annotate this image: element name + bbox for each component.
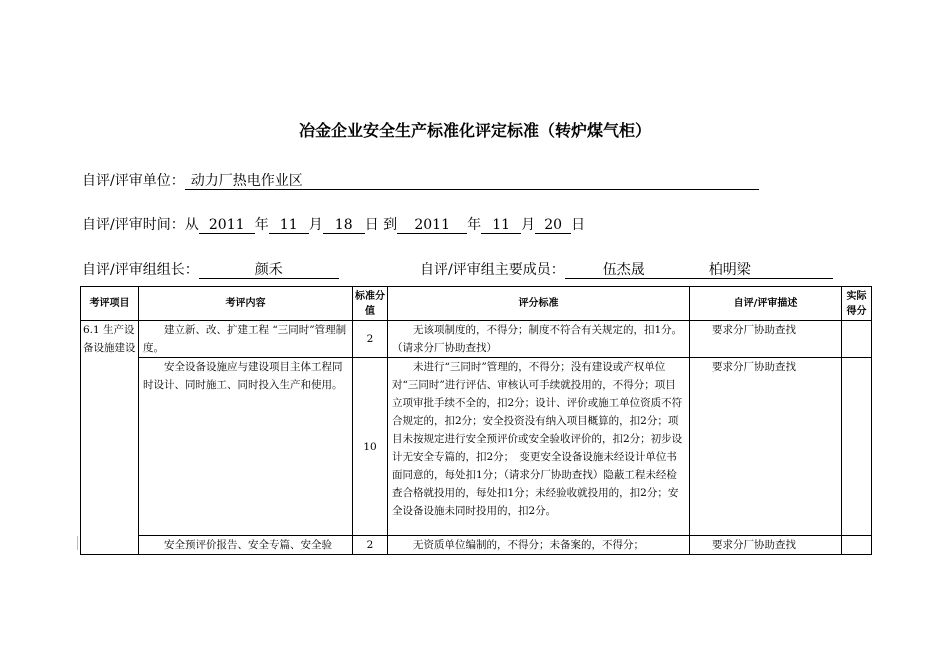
table-row: [81, 536, 872, 555]
start-day: 18: [323, 217, 365, 234]
row-criteria: 无该项制度的，不得分；制度不符合有关规定的，扣1分。（请求分厂协助查找）: [388, 321, 690, 358]
item-cell: 6.1 生产设备设施建设: [81, 321, 139, 555]
row-content: 安全预评价报告、安全专篇、安全验: [139, 536, 353, 555]
header-desc: 自评/评审描述: [690, 287, 842, 321]
end-month-suffix: 月: [521, 217, 536, 233]
end-year: 2011: [397, 217, 467, 234]
row-desc: 要求分厂协助查找: [690, 321, 842, 358]
unit-line: [82, 170, 759, 190]
header-score: 标准分值: [353, 287, 388, 321]
members-line: [420, 259, 833, 279]
day-to: 日 到: [364, 217, 398, 233]
table-row: [81, 321, 872, 358]
row-content: 安全设备设施应与建设项目主体工程同时设计、同时施工、同时投入生产和使用。: [139, 358, 353, 536]
end-day: 20: [535, 217, 571, 234]
row-actual: [842, 536, 872, 555]
header-actual: 实际得分: [842, 287, 872, 321]
row-actual: [842, 321, 872, 358]
leader-line: [82, 259, 339, 279]
header-item: 考评项目: [81, 287, 139, 321]
table-header-row: [81, 287, 872, 321]
end-year-suffix: 年: [467, 217, 482, 233]
month-suffix: 月: [308, 217, 323, 233]
document-title: 冶金企业安全生产标准化评定标准（转炉煤气柜）: [298, 121, 651, 140]
row-desc: 要求分厂协助查找: [690, 358, 842, 536]
leader-label: 自评/评审组组长：: [82, 262, 199, 278]
table-row: [81, 358, 872, 536]
header-criteria: 评分标准: [388, 287, 690, 321]
row-actual: [842, 358, 872, 536]
row-score: 2: [353, 536, 388, 555]
member-1: 伍杰晟: [602, 262, 645, 278]
header-content: 考评内容: [139, 287, 353, 321]
row-score: 10: [353, 358, 388, 536]
row-desc: 要求分厂协助查找: [690, 536, 842, 555]
margin-mark: [77, 536, 78, 550]
leader-value: 颜禾: [199, 262, 339, 279]
row-criteria: 未进行“三同时”管理的，不得分；没有建设或产权单位对“三同时”进行评估、审核认可手续就投用的，不得分；项目立项审批手续不全的，扣2分；设计、评价或施工单位资质不符合规定的，扣2分；安全投资没有纳入项目概算的，扣2分；项目未按规定进行安全预评价或安全验收评价的，扣2分；初步设计无安全专篇的，扣2分； 变更安全设备设施未经设计单位书面同意的，每处扣1分；（请求分厂协助查找）隐蔽工程未经检查合格就投用的，每处扣1分；未经验收就投用的，扣2分；安全设备设施未同时投用的，扣2分。: [388, 358, 690, 536]
member-2: 柏明梁: [708, 262, 751, 278]
row-content: 建立新、改、扩建工程 “三同时”管理制度。: [139, 321, 353, 358]
row-criteria: 无资质单位编制的，不得分；未备案的，不得分；: [388, 536, 690, 555]
start-month: 11: [269, 217, 309, 234]
members-label: 自评/评审组主要成员：: [420, 262, 565, 278]
end-month: 11: [481, 217, 521, 234]
start-year: 2011: [199, 217, 255, 234]
time-label: 自评/评审时间：从: [82, 217, 199, 233]
unit-label: 自评/评审单位：: [82, 173, 185, 189]
year-suffix: 年: [254, 217, 269, 233]
evaluation-table: [80, 286, 872, 555]
members-values: [565, 262, 833, 279]
end-day-suffix: 日: [571, 217, 586, 233]
row-score: 2: [353, 321, 388, 358]
unit-value: 动力厂热电作业区: [185, 173, 759, 190]
time-line: [82, 214, 585, 234]
